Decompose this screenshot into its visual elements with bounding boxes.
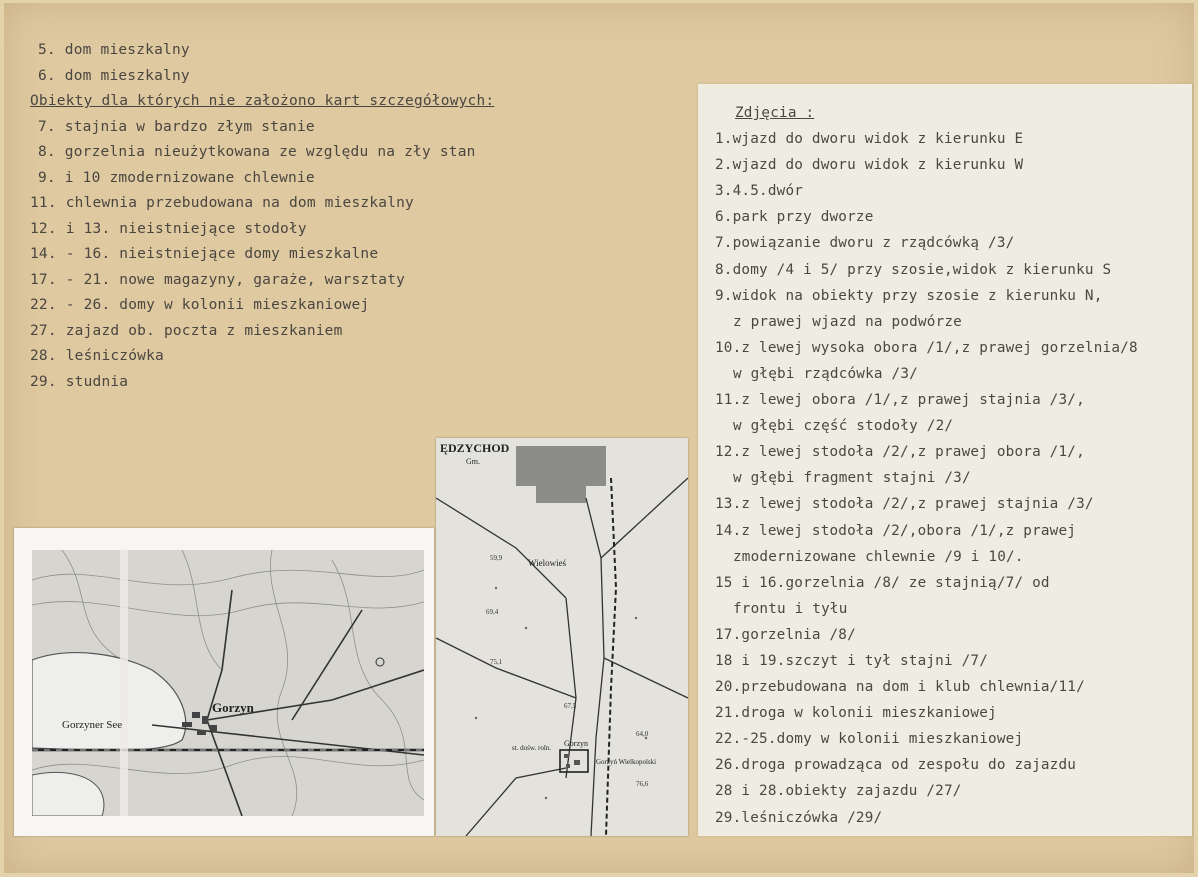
photo-caption-line: 26.droga prowadząca od zespołu do zajazdu: [715, 757, 1077, 774]
photo-caption-line: 3.4.5.dwór: [715, 183, 804, 200]
list-item: 9. i 10 zmodernizowane chlewnie: [38, 169, 315, 186]
photo-caption-line: 20.przebudowana na dom i klub chlewnia/11/: [715, 679, 1085, 696]
map2-wielowies-label: Wielowieś: [528, 558, 567, 568]
photo-caption-line: 1.wjazd do dworu widok z kierunku E: [715, 131, 1024, 148]
map2-gorzyn-label: Gorzyn: [564, 739, 588, 748]
photo-caption-line: 14.z lewej stodoła /2/,obora /1/,z prawej: [715, 522, 1077, 539]
map2-height-5: 64,0: [636, 730, 649, 738]
photo-caption-line: w głębi rządcówka /3/: [733, 365, 918, 382]
map2-height-6: 76,6: [636, 780, 649, 788]
list-item: 22. - 26. domy w kolonii mieszkaniowej: [30, 297, 370, 313]
photo-caption-line: 21.droga w kolonii mieszkaniowej: [715, 705, 997, 722]
map2-north-town-label: ĘDZYCHOD: [440, 441, 510, 455]
map2-dosw-label: st. dośw. roln.: [512, 744, 552, 752]
photo-caption-line: 10.z lewej wysoka obora /1/,z prawej gorzelnia/8: [715, 339, 1138, 356]
topographic-map-region: [436, 438, 688, 836]
photo-caption-line: zmodernizowane chlewnie /9 i 10/.: [733, 548, 1024, 565]
photo-caption-line: 8.domy /4 i 5/ przy szosie,widok z kierunku S: [715, 261, 1112, 278]
photo-caption-line: 17.gorzelnia /8/: [715, 626, 856, 643]
photo-caption-line: 13.z lewej stodoła /2/,z prawej stajnia /3/: [715, 496, 1094, 513]
map-region-drawing: [436, 438, 688, 836]
list-item: 27. zajazd ob. poczta z mieszkaniem: [30, 322, 343, 339]
photos-list: [715, 100, 1191, 831]
photo-caption-line: w głębi fragment stajni /3/: [733, 470, 971, 487]
photo-caption-line: 15 i 16.gorzelnia /8/ ze stajnią/7/ od: [715, 574, 1050, 591]
photo-caption-line: 12.z lewej stodoła /2/,z prawej obora /1/,: [715, 444, 1085, 461]
map2-height-2: 69,4: [486, 608, 499, 616]
photo-caption-line: frontu i tyłu: [733, 600, 848, 617]
list-item: 8. gorzelnia nieużytkowana ze względu na zły stan: [38, 144, 476, 160]
map2-height-3: 75,1: [490, 658, 503, 666]
photo-caption-line: w głębi część stodoły /2/: [733, 418, 954, 435]
list-item: 6. dom mieszkalny: [38, 67, 190, 84]
photo-caption-line: z prawej wjazd na podwórze: [733, 313, 962, 330]
list-item: 7. stajnia w bardzo złym stanie: [38, 118, 315, 135]
list-item: 17. - 21. nowe magazyny, garaże, warsztaty: [30, 271, 406, 288]
list-item: 28. leśniczówka: [30, 348, 164, 364]
list-item: 29. studnia: [30, 373, 129, 390]
photo-caption-line: 7.powiązanie dworu z rządcówką /3/: [715, 235, 1015, 252]
photo-caption-line: 2.wjazd do dworu widok z kierunku W: [715, 157, 1024, 174]
list-heading: Obiekty dla których nie założono kart szczegółowych:: [30, 93, 495, 109]
photo-caption-line: 11.z lewej obora /1/,z prawej stajnia /3/,: [715, 392, 1085, 409]
photo-caption-line: 28 i 28.obiekty zajazdu /27/: [715, 783, 962, 800]
photo-caption-line: 6.park przy dworze: [715, 209, 874, 226]
photos-title: Zdjęcia :: [735, 105, 815, 121]
objects-list: [30, 38, 650, 395]
list-item: 12. i 13. nieistniejące stodoły: [30, 220, 307, 237]
photo-caption-line: 22.-25.domy w kolonii mieszkaniowej: [715, 731, 1024, 748]
map1-lake-label: Gorzyner See: [62, 719, 123, 731]
map1-town-label: Gorzyn: [212, 700, 254, 715]
map-gorzyn-drawing: [32, 550, 424, 816]
photo-caption-line: 9.widok na obiekty przy szosie z kierunku N,: [715, 287, 1103, 304]
photo-caption-line: 29.leśniczówka /29/: [715, 809, 883, 826]
photo-caption-line: 18 i 19.szczyt i tył stajni /7/: [715, 652, 989, 669]
map2-gm-label: Gm.: [466, 457, 480, 466]
list-item: 11. chlewnia przebudowana na dom mieszkalny: [30, 195, 414, 211]
map2-height-1: 59,9: [490, 554, 503, 562]
map2-gorzyn-wlkp-label: Gorzyń Wielkopolski: [596, 758, 657, 766]
list-item: 14. - 16. nieistniejące domy mieszkalne: [30, 246, 379, 262]
map2-height-4: 67,5: [564, 702, 577, 710]
topographic-map-gorzyn: [14, 528, 434, 836]
list-item: 5. dom mieszkalny: [38, 42, 190, 58]
